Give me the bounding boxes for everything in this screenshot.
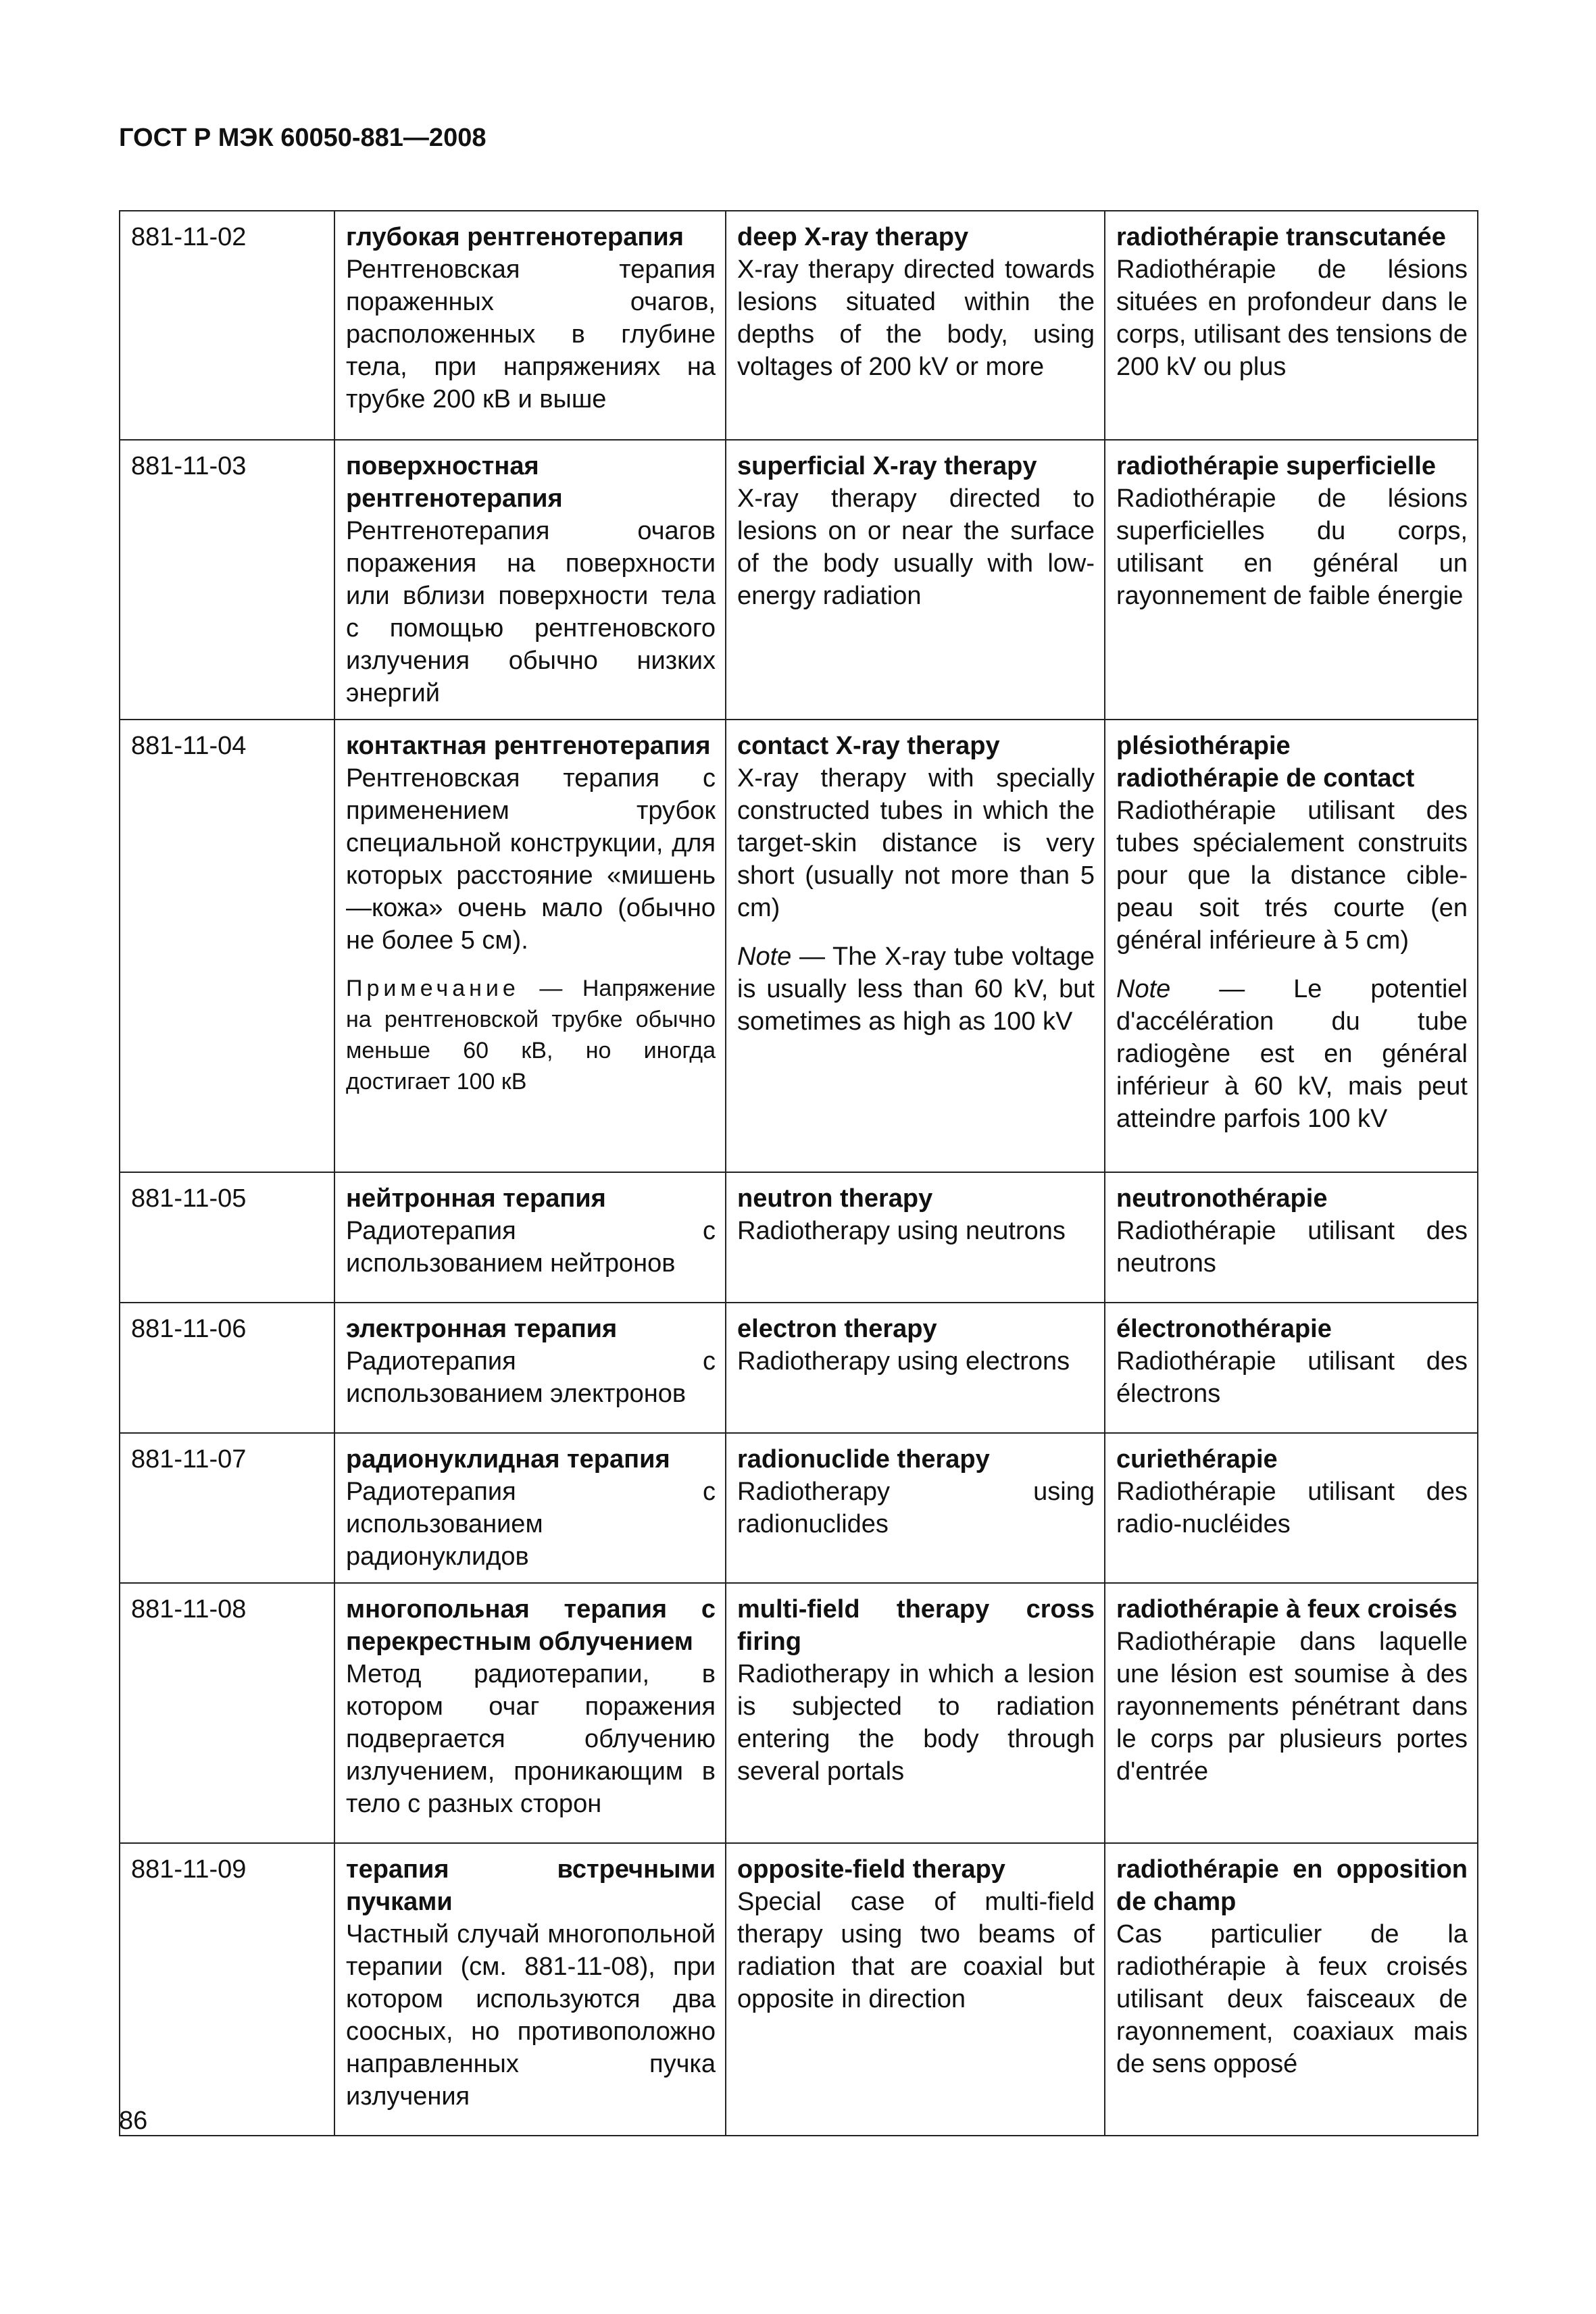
page-number: 86 [119,2107,148,2135]
term-number: 881-11-03 [120,440,334,720]
french-term: radiothérapie à feux croisés [1116,1595,1457,1624]
russian-entry [334,1303,726,1433]
english-definition: Special case of multi-field therapy using two beams of radiation that are coaxial but opposite in direction [737,1888,1095,2013]
english-term: radionuclide therapy [737,1445,990,1474]
russian-term: терапия встречными пучками [346,1855,716,1916]
english-entry [726,720,1105,1172]
english-definition: X-ray therapy directed towards lesions situated within the depths of the body, using voltages of 200 kV or more [737,255,1095,381]
french-entry [1105,1172,1478,1303]
russian-term: нейтронная терапия [346,1184,606,1213]
french-term: curiethérapie [1116,1445,1278,1474]
russian-definition: Рентгеновская терапия пораженных очагов, расположенных в глубине тела, при напряжениях на трубке 200 кВ и выше [346,255,716,413]
english-entry [726,1433,1105,1583]
term-row [120,1843,1478,2136]
french-entry [1105,1843,1478,2136]
russian-term: многопольная терапия с перекрестным облучением [346,1595,716,1656]
english-entry [726,211,1105,440]
term-number: 881-11-07 [120,1433,334,1583]
term-row [120,720,1478,1172]
french-entry [1105,720,1478,1172]
english-note-label: Note [737,942,792,971]
french-term: radiothérapie superficielle [1116,452,1437,480]
english-definition: X-ray therapy with specially constructed tubes in which the target-skin distance is very short (usually not more than 5 cm) [737,764,1095,922]
english-entry [726,1583,1105,1843]
russian-entry [334,1433,726,1583]
french-note-label: Note [1116,975,1171,1003]
term-row [120,1172,1478,1303]
term-number: 881-11-08 [120,1583,334,1843]
term-number: 881-11-09 [120,1843,334,2136]
english-term: multi-field therapy cross firing [737,1595,1095,1656]
english-definition: X-ray therapy directed to lesions on or near the surface of the body usually with low-energy radiation [737,484,1095,610]
terminology-table [119,210,1478,2136]
french-term: radiothérapie en opposition de champ [1116,1855,1468,1916]
french-entry [1105,1303,1478,1433]
french-definition: Radiothérapie utilisant des radio-nucléides [1116,1478,1468,1538]
english-term: superficial X-ray therapy [737,452,1037,480]
french-entry [1105,1433,1478,1583]
russian-term: электронная терапия [346,1315,618,1343]
english-definition: Radiotherapy using electrons [737,1347,1070,1376]
french-term: électronothérapie [1116,1315,1332,1343]
term-row [120,1303,1478,1433]
term-row [120,1583,1478,1843]
russian-definition: Радиотерапия с использованием нейтронов [346,1217,716,1278]
english-entry [726,1303,1105,1433]
russian-definition: Радиотерапия с использованием радионуклидов [346,1478,716,1571]
french-term: neutronothérapie [1116,1184,1328,1213]
russian-note [346,973,716,1097]
english-definition: Radiotherapy using radionuclides [737,1478,1095,1538]
russian-term: контактная рентгенотерапия [346,732,711,760]
french-definition: Radiothérapie de lésions superficielles du corps, utilisant en général un rayonnement de faible énergie [1116,484,1468,610]
english-entry [726,440,1105,720]
russian-entry [334,1583,726,1843]
term-row [120,1433,1478,1583]
english-term: opposite-field therapy [737,1855,1005,1884]
russian-note-text: — Напряжение на рентгеновской трубке обычно меньше 60 кВ, но иногда достигает 100 кВ [346,976,716,1095]
russian-note-label: Примечание [346,976,520,1001]
english-term: electron therapy [737,1315,937,1343]
french-entry [1105,211,1478,440]
english-term: neutron therapy [737,1184,933,1213]
russian-term: поверхностная рентгенотерапия [346,452,563,513]
russian-entry [334,440,726,720]
russian-entry [334,211,726,440]
term-row [120,440,1478,720]
term-number: 881-11-06 [120,1303,334,1433]
russian-term: глубокая рентгенотерапия [346,223,684,251]
french-definition: Cas particulier de la radiothérapie à feux croisés utilisant deux faisceaux de rayonnement, coaxiaux mais de sens opposé [1116,1920,1468,2078]
english-term: contact X-ray therapy [737,732,1000,760]
russian-entry [334,1843,726,2136]
french-entry [1105,1583,1478,1843]
french-definition: Radiothérapie utilisant des neutrons [1116,1217,1468,1278]
english-definition: Radiotherapy in which a lesion is subjected to radiation entering the body through several portals [737,1660,1095,1786]
russian-entry [334,720,726,1172]
russian-definition: Метод радиотерапии, в котором очаг поражения подвергается облучению излучением, проникающим в тело с разных сторон [346,1660,716,1818]
french-entry [1105,440,1478,720]
french-definition: Radiothérapie dans laquelle une lésion est soumise à des rayonnements pénétrant dans le corps par plusieurs portes d'entrée [1116,1628,1468,1786]
russian-term: радионуклидная терапия [346,1445,670,1474]
russian-definition: Радиотерапия с использованием электронов [346,1347,716,1408]
term-row [120,211,1478,440]
russian-definition: Рентгеновская терапия с применением трубок специальной конструкции, для которых расстояние «мишень—кожа» очень мало (обычно не более 5 см). [346,764,716,955]
english-term: deep X-ray therapy [737,223,969,251]
french-term: plésiothérapie [1116,732,1291,760]
english-note [737,940,1095,1038]
french-term: radiothérapie transcutanée [1116,223,1446,251]
russian-entry [334,1172,726,1303]
term-number: 881-11-04 [120,720,334,1172]
document-header: ГОСТ Р МЭК 60050-881—2008 [119,124,487,152]
term-number: 881-11-05 [120,1172,334,1303]
french-note-text: — Le potentiel d'accélération du tube radiogène est en général inférieur à 60 kV, mais peut atteindre parfois 100 kV [1116,975,1468,1133]
french-term-alt: radiothérapie de contact [1116,764,1415,793]
term-number: 881-11-02 [120,211,334,440]
english-entry [726,1172,1105,1303]
french-definition: Radiothérapie de lésions situées en profondeur dans le corps, utilisant des tensions de 200 kV ou plus [1116,255,1468,381]
russian-definition: Рентгенотерапия очагов поражения на поверхности или вблизи поверхности тела с помощью рентгеновского излучения обычно низких энергий [346,517,716,707]
french-definition: Radiothérapie utilisant des tubes spécialement construits pour que la distance cible-peau soit trés courte (en général inférieure à 5 cm) [1116,797,1468,955]
english-definition: Radiotherapy using neutrons [737,1217,1066,1245]
russian-definition: Частный случай многопольной терапии (см. 881-11-08), при котором используются два соосных, но противоположно направленных пучка излучения [346,1920,716,2111]
french-note [1116,973,1468,1135]
english-entry [726,1843,1105,2136]
english-note-text: — The X-ray tube voltage is usually less than 60 kV, but sometimes as high as 100 kV [737,942,1095,1036]
french-definition: Radiothérapie utilisant des électrons [1116,1347,1468,1408]
